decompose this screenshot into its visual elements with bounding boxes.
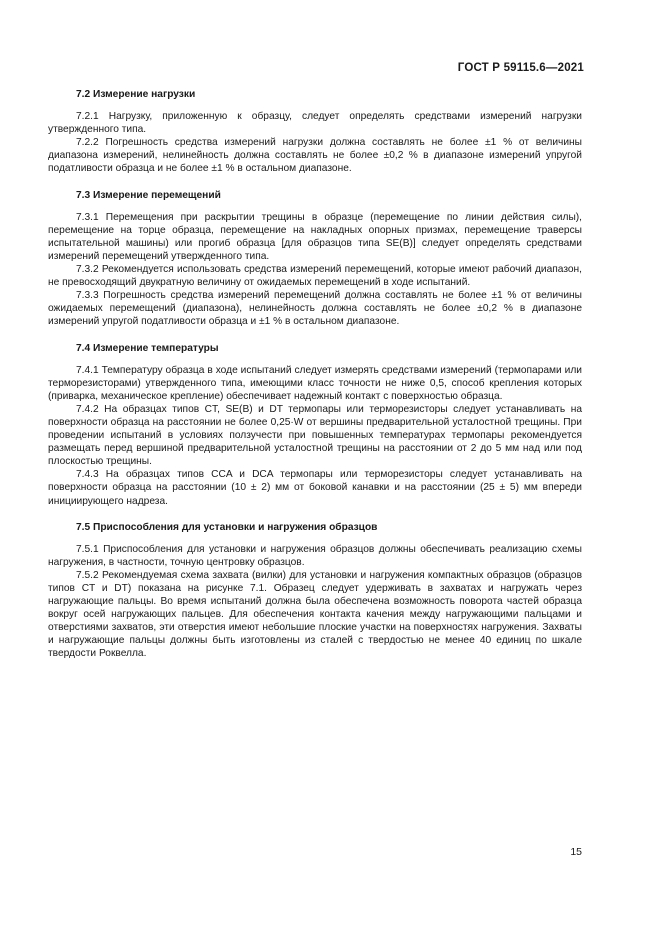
document-body	[48, 88, 582, 674]
paragraph: 7.4.2 На образцах типов CT, SE(B) и DT термопары или терморезисторы следует устанавливать на поверхности образца на расстоянии не более 0,25·W от вершины предварительной усталостной трещины. При проведении испытаний в условиях ползучести при повышенных температурах термопары рекомендуется размещать перед вершиной предварительной усталостной трещины на расстоянии от 2 до 5 мм над или под плоскостью трещины.	[48, 403, 582, 468]
section-title: 7.4 Измерение температуры	[76, 342, 219, 354]
paragraph: 7.5.1 Приспособления для установки и нагружения образцов должны обеспечивать реализацию схемы нагружения, в частности, точную центровку образцов.	[48, 543, 582, 568]
paragraph: 7.2.1 Нагрузку, приложенную к образцу, следует определять средствами измерений нагрузки утвержденного типа.	[48, 111, 582, 136]
section-7-5	[48, 521, 582, 661]
paragraph: 7.3.1 Перемещения при раскрытии трещины в образце (перемещение по линии действия силы), перемещение на торце образца, перемещение на накладных опорных призмах, перемещение траверсы испытательной машины) или прогиб образца [для образцов типа SE(B)] следует определять средствами измерений перемещений утвержденного типа.	[48, 211, 582, 262]
section-title: 7.5 Приспособления для установки и нагружения образцов	[76, 521, 378, 533]
standard-header: ГОСТ Р 59115.6—2021	[457, 62, 584, 74]
section-7-4	[48, 342, 582, 508]
paragraph: 7.4.3 На образцах типов CCA и DCA термопары или терморезисторы следует устанавливать на поверхности образца на расстоянии (10 ± 2) мм от боковой канавки и на расстоянии (25 ± 5) мм впереди инициирующего надреза.	[48, 469, 582, 507]
paragraph: 7.2.2 Погрешность средства измерений нагрузки должна составлять не более ±1 % от величины диапазона измерений, нелинейность должна составлять не более ±0,2 % в диапазоне измерений упругой податливости образца и не более ±1 % в остальном диапазоне.	[48, 137, 582, 175]
page-number: 15	[570, 846, 582, 858]
section-title: 7.2 Измерение нагрузки	[76, 89, 196, 100]
section-7-2	[48, 88, 582, 176]
paragraph: 7.5.2 Рекомендуемая схема захвата (вилки) для установки и нагружения компактных образцов (образцов типов CT и DT) показана на рисунке 7.1. Образец следует удерживать в захватах и нагружать через нагружающие пальцы. Во время испытаний должна была обеспечена возможность поворота частей образца вокруг осей нагружающих пальцев. Для обеспечения контакта качения между нагружающими пальцами и отверстиями захватов, эти отверстия имеют небольшие плоские участки на поверхностях нагружения. Захваты и нагружающие пальцы должны быть изготовлены из сталей с твердостью не менее 40 единиц по шкале твердости Роквелла.	[48, 569, 582, 660]
paragraph: 7.4.1 Температуру образца в ходе испытаний следует измерять средствами измерений (термопарами или терморезисторами) утвержденного типа, имеющими класс точности не ниже 0,5, способ крепления которых (приварка, механическое крепление) обеспечивает надежный контакт с поверхностью образца.	[48, 364, 582, 402]
paragraph: 7.3.2 Рекомендуется использовать средства измерений перемещений, которые имеют рабочий диапазон, не превосходящий двукратную величину от ожидаемых перемещений в ходе испытаний.	[48, 264, 582, 289]
paragraph: 7.3.3 Погрешность средства измерений перемещений должна составлять не более ±1 % от величины ожидаемых перемещений (диапазона), нелинейность должна составлять не более ±0,2 % в диапазоне измерений упругой податливости образца и ±1 % в остальном диапазоне.	[48, 290, 582, 328]
section-title: 7.3 Измерение перемещений	[76, 189, 221, 201]
section-7-3	[48, 189, 582, 329]
